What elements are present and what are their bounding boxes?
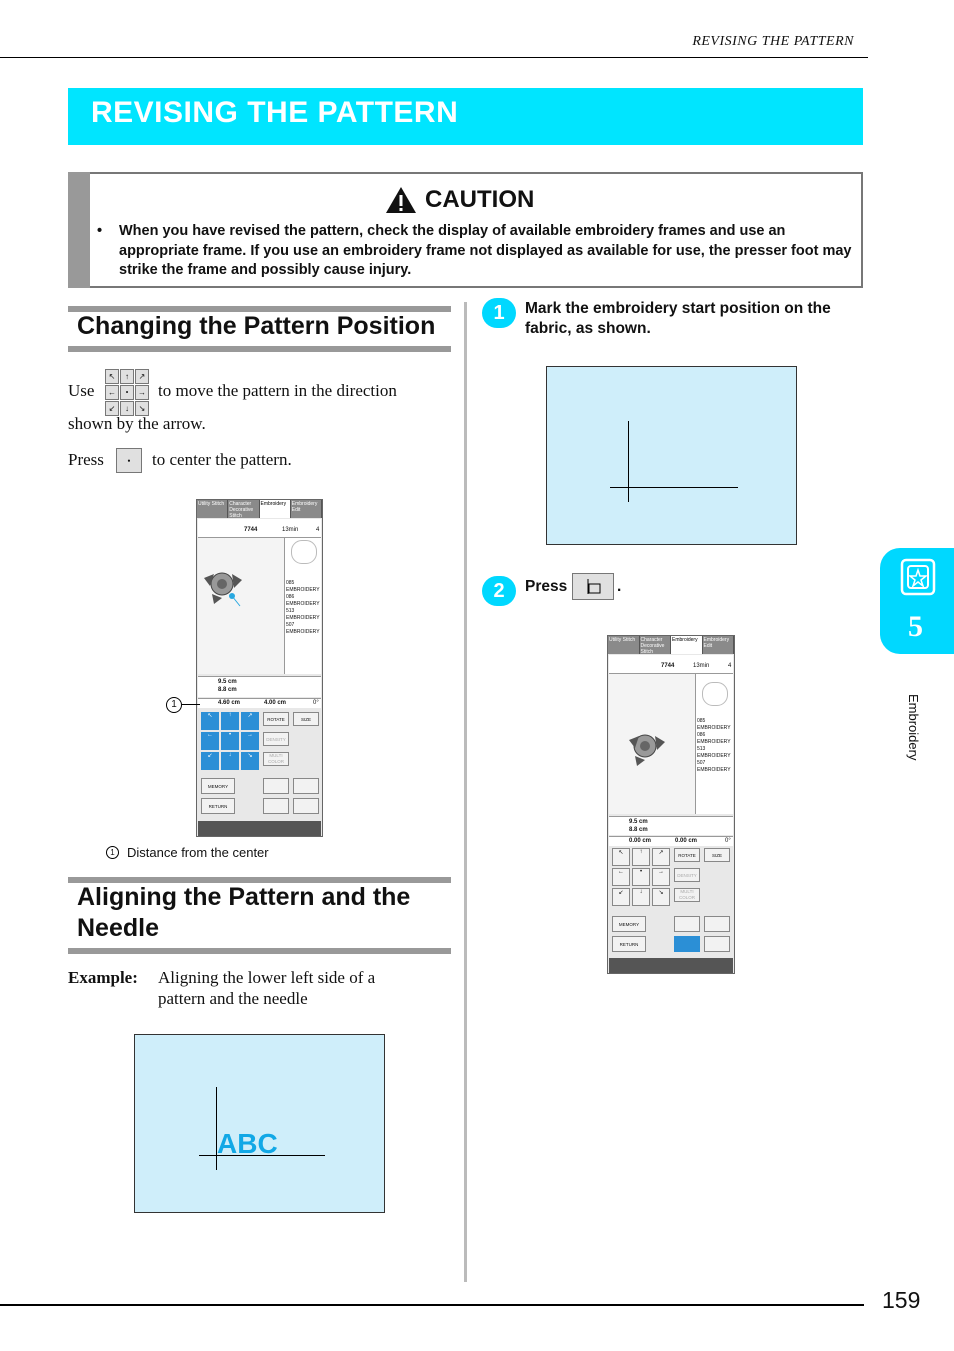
step-2-post: .	[617, 578, 622, 595]
tab-character[interactable]: Character Decorative Stitch	[228, 500, 259, 518]
color-3-label: EMBROIDERY	[286, 615, 320, 621]
color2-4-label: EMBROIDERY	[697, 767, 731, 773]
press-text-pre: Press	[68, 450, 104, 469]
step-2-badge: 2	[482, 576, 516, 606]
color-4: 507	[286, 622, 295, 628]
caution-side-bar	[68, 172, 90, 288]
dist2-y: 0.00 cm	[675, 838, 698, 844]
section-title-align-2: Needle	[77, 914, 159, 942]
dist-x: 4.60 cm	[218, 700, 241, 706]
header-rule	[0, 57, 868, 58]
arrow2-down-left-button[interactable]: ↙	[612, 888, 630, 906]
memory-button-2[interactable]: MEMORY	[612, 916, 646, 932]
example-label: Example:	[68, 968, 138, 987]
color2-2: 086	[697, 732, 706, 738]
size-button-2[interactable]: SIZE	[704, 848, 730, 862]
stitch-count: 7744	[244, 527, 258, 533]
abc-diagram	[134, 1034, 385, 1213]
caution-heading	[385, 186, 534, 214]
section-title-align-1: Aligning the Pattern and the	[77, 883, 411, 911]
step-1-badge: 1	[482, 298, 516, 328]
use-text-line2: shown by the arrow.	[68, 414, 206, 433]
angle-2: 0°	[725, 838, 731, 844]
page-number: 159	[882, 1287, 921, 1313]
time-label-2: 13min	[693, 663, 710, 669]
section-bar-bottom	[68, 346, 451, 352]
multi-color-button-2[interactable]: MULTI COLOR	[674, 888, 700, 902]
callout-legend-marker: 1	[106, 846, 119, 859]
start-point-icon	[572, 573, 614, 600]
status-row	[198, 519, 321, 538]
start-point-button[interactable]	[263, 798, 289, 814]
arrow-down-right-button[interactable]: ↘	[241, 752, 259, 770]
color-3: 513	[286, 608, 295, 614]
flower-icon	[291, 540, 317, 564]
memory-button[interactable]: MEMORY	[201, 778, 235, 794]
color2-1: 085	[697, 718, 706, 724]
flower-icon-2	[702, 682, 728, 706]
arrow-pad	[201, 712, 261, 770]
rose-pattern-icon	[198, 538, 284, 674]
footer-rule	[0, 1304, 864, 1306]
arrow-up-left-button[interactable]: ↖	[201, 712, 219, 730]
caution-body: When you have revised the pattern, check the display of available embroidery frames and use an appropriate frame. If you use an embroidery frame not displayed as available for use, the presser foot may strike the frame and possibly cause injury.	[119, 223, 852, 278]
pattern-preview-2	[609, 674, 696, 814]
pattern-preview	[198, 538, 285, 674]
size-height-2: 8.8 cm	[629, 827, 648, 833]
arrow-pad-2	[612, 848, 672, 906]
step-1-line1: Mark the embroidery start position on the	[525, 300, 831, 317]
rotate-button-2[interactable]: ROTATE	[674, 848, 700, 862]
tab2-embroidery-edit[interactable]: Embroidery Edit	[703, 636, 735, 654]
mark-diagram	[546, 366, 797, 545]
caution-bullet: •	[97, 223, 103, 239]
density-button[interactable]: DENSITY	[263, 732, 289, 746]
abc-text: ABC	[217, 1128, 278, 1159]
count-right-2: 4	[728, 663, 732, 669]
angle: 0°	[313, 700, 319, 706]
rotate-button[interactable]: ROTATE	[263, 712, 289, 726]
color2-1-label: EMBROIDERY	[697, 725, 731, 731]
multi-color-button[interactable]: MULTI COLOR	[263, 752, 289, 766]
needle-button-2[interactable]	[704, 916, 730, 932]
arrow-down-left-button[interactable]: ↙	[201, 752, 219, 770]
trial-button[interactable]	[293, 798, 319, 814]
chapter-label: Embroidery	[906, 694, 921, 761]
arrow-right-button[interactable]: →	[241, 732, 259, 749]
caution-text	[97, 222, 857, 281]
arrow2-up-right-button[interactable]: ↗	[652, 848, 670, 866]
size-row-2	[609, 816, 733, 835]
embroidery-frame-icon	[880, 548, 954, 618]
arrow-down-button[interactable]: ↓	[221, 752, 239, 770]
color-list	[285, 538, 321, 674]
arrow2-right-button[interactable]: →	[652, 868, 670, 885]
arrow-up-right-button[interactable]: ↗	[241, 712, 259, 730]
tab2-character[interactable]: Character Decorative Stitch	[640, 636, 672, 654]
tab2-embroidery[interactable]: Embroidery	[671, 636, 703, 654]
scissors-button-2[interactable]	[674, 916, 700, 932]
size-button[interactable]: SIZE	[293, 712, 319, 726]
color2-4: 507	[697, 760, 706, 766]
chapter-number: 5	[908, 610, 923, 643]
color-1: 085	[286, 580, 295, 586]
dist-y: 4.00 cm	[264, 700, 287, 706]
trial-button-2[interactable]	[704, 936, 730, 952]
callout-legend-text: Distance from the center	[127, 845, 269, 860]
center-button[interactable]: •	[221, 732, 239, 749]
section2-bar-bottom	[68, 948, 451, 954]
warning-icon	[385, 186, 417, 214]
color2-2-label: EMBROIDERY	[697, 739, 731, 745]
start-point-button-2[interactable]	[674, 936, 700, 952]
mark-horizontal-line	[610, 487, 738, 488]
size-height: 8.8 cm	[218, 687, 237, 693]
size-width: 9.5 cm	[218, 679, 237, 685]
page-title-bar	[68, 88, 863, 145]
status-row-2	[609, 655, 733, 674]
center-button-icon: •	[116, 448, 142, 473]
dist2-x: 0.00 cm	[629, 838, 652, 844]
tab-utility[interactable]: Utility Stitch	[197, 500, 228, 518]
size-row	[198, 676, 321, 697]
bottom-toolbar-2	[609, 958, 733, 973]
step-1-line2: fabric, as shown.	[525, 320, 651, 337]
example-line1: Aligning the lower left side of a	[158, 968, 376, 987]
needle-button[interactable]	[293, 778, 319, 794]
step-2-pre: Press	[525, 578, 568, 595]
arrow2-up-button[interactable]: ↑	[632, 848, 650, 866]
tab2-utility[interactable]: Utility Stitch	[608, 636, 640, 654]
return-button-2[interactable]: RETURN	[612, 936, 646, 952]
rose-pattern-icon-2	[609, 674, 695, 814]
use-text-post: to move the pattern in the direction	[158, 381, 397, 400]
page-title: REVISING THE PATTERN	[91, 96, 459, 129]
caution-label: CAUTION	[425, 186, 535, 213]
arrow-up-button[interactable]: ↑	[221, 712, 239, 730]
stitch-count-2: 7744	[661, 663, 675, 669]
arrow2-left-button[interactable]: ←	[612, 868, 630, 885]
bottom-toolbar	[198, 821, 321, 836]
lcd-screen-1	[196, 499, 323, 837]
density-button-2[interactable]: DENSITY	[674, 868, 700, 882]
scissors-button[interactable]	[263, 778, 289, 794]
time-label: 13min	[282, 527, 299, 533]
lcd-screen-2	[607, 635, 735, 974]
arrow-keys-icon: ↖ ↑ ↗ ← • → ↙ ↓ ↘	[105, 369, 151, 415]
section-title-position: Changing the Pattern Position	[77, 312, 436, 340]
column-divider	[464, 302, 467, 1282]
screen2-tabs	[608, 636, 734, 654]
color-2-label: EMBROIDERY	[286, 601, 320, 607]
example-line2: pattern and the needle	[158, 989, 308, 1008]
color-2: 086	[286, 594, 295, 600]
use-text-pre: Use	[68, 381, 95, 400]
callout-marker: 1	[166, 697, 182, 713]
press-text-post: to center the pattern.	[152, 450, 292, 469]
distance-row-2	[609, 836, 733, 846]
arrow2-up-left-button[interactable]: ↖	[612, 848, 630, 866]
return-button[interactable]: RETURN	[201, 798, 235, 814]
arrow2-down-button[interactable]: ↓	[632, 888, 650, 906]
color-4-label: EMBROIDERY	[286, 629, 320, 635]
center2-button[interactable]: •	[632, 868, 650, 885]
mark-vertical-line	[628, 421, 629, 502]
distance-row	[198, 698, 321, 708]
color2-3-label: EMBROIDERY	[697, 753, 731, 759]
color2-3: 513	[697, 746, 706, 752]
arrow-left-button[interactable]: ←	[201, 732, 219, 749]
color-list-2	[696, 674, 733, 814]
arrow2-down-right-button[interactable]: ↘	[652, 888, 670, 906]
callout-line	[182, 704, 200, 705]
tab-embroidery[interactable]: Embroidery	[260, 500, 291, 518]
screen-tabs	[197, 500, 322, 518]
count-right: 4	[316, 527, 320, 533]
size-width-2: 9.5 cm	[629, 819, 648, 825]
color-1-label: EMBROIDERY	[286, 587, 320, 593]
tab-embroidery-edit[interactable]: Embroidery Edit	[291, 500, 322, 518]
running-header: REVISING THE PATTERN	[692, 34, 854, 49]
